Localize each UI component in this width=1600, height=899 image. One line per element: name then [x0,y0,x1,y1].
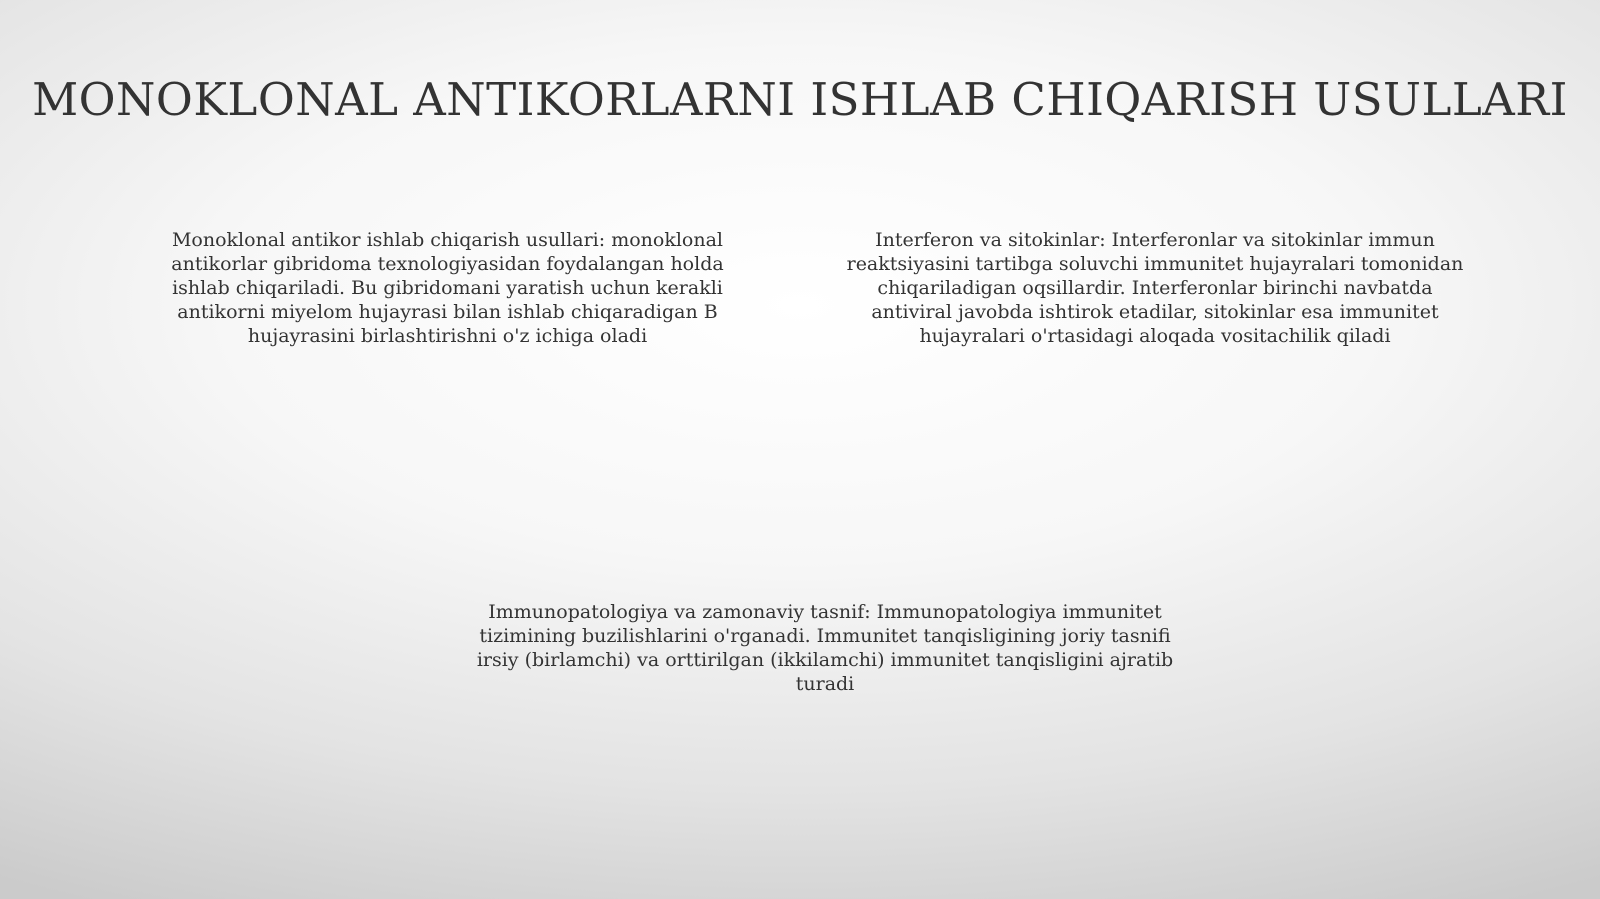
text-block-monoclonal-methods: Monoklonal antikor ishlab chiqarish usullari: monoklonal antikorlar gibridoma texnologiyasidan foydalangan holda ishlab chiqariladi. Bu gibridomani yaratish uchun kerakli antikorni miyelom hujayrasi bilan ishlab chiqaradigan B hujayrasini birlashtirishni o'z ichiga oladi [171,229,724,347]
slide-title: MONOKLONAL ANTIKORLARNI ISHLAB CHIQARISH USULLARI [32,73,1568,126]
text-block-immunopathology: Immunopatologiya va zamonaviy tasnif: Immunopatologiya immunitet tizimining buzilishlarini o'rganadi. Immunitet tanqisligining joriy tasnifi irsiy (birlamchi) va orttirilgan (ikkilamchi) immunitet tanqisligini ajratib turadi [476,601,1174,695]
text-block-interferon-cytokines: Interferon va sitokinlar: Interferonlar va sitokinlar immun reaktsiyasini tartibga soluvchi immunitet hujayralari tomonidan chiqariladigan oqsillardir. Interferonlar birinchi navbatda antiviral javobda ishtirok etadilar, sitokinlar esa immunitet hujayralari o'rtasidagi aloqada vositachilik qiladi [846,229,1464,347]
